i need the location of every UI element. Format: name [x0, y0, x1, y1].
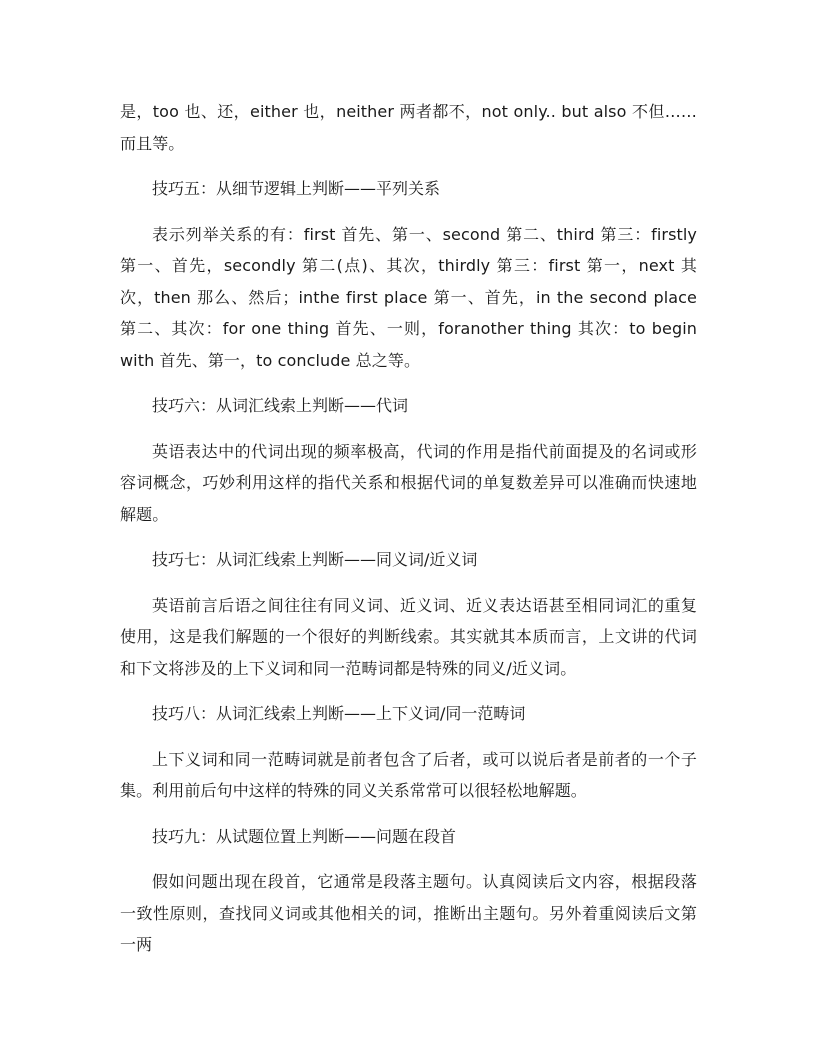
heading-tip-9: 技巧九：从试题位置上判断——问题在段首 — [152, 826, 457, 846]
paragraph-tip-7: 英语前言后语之间往往有同义词、近义词、近义表达语甚至相同词汇的重复使用，这是我们解题的一个很好的判断线索。其实就其本质而言，上文讲的代词和下文将涉及的上下义词和同一范畴词都是特殊的同义/近义词。 — [120, 595, 697, 678]
heading-tip-7: 技巧七：从词汇线索上判断——同义词/近义词 — [152, 550, 478, 569]
paragraph-continuation: 是，too 也、还，either 也，neither 两者都不，not only.. but also 不但……而且等。 — [120, 102, 697, 153]
heading-tip-8: 技巧八：从词汇线索上判断——上下义词/同一范畴词 — [152, 704, 526, 723]
heading-tip-5: 技巧五：从细节逻辑上判断——平列关系 — [152, 179, 441, 198]
heading-tip-6: 技巧六：从词汇线索上判断——代词 — [152, 396, 409, 415]
paragraph-tip-5: 表示列举关系的有：first 首先、第一、second 第二、third 第三：firstly 第一、首先，secondly 第二(点)、其次，thirdly 第三：first 第一，next 其次，then 那么、然后；inthe first place 第一、首先，in the second place 第二、其次：for one thing 首先、一则，foranother thing 其次：to begin with 首先、第一，to conclude 总之等。 — [120, 224, 697, 370]
paragraph-tip-6: 英语表达中的代词出现的频率极高，代词的作用是指代前面提及的名词或形容词概念，巧妙利用这样的指代关系和根据代词的单复数差异可以准确而快速地解题。 — [120, 441, 697, 524]
paragraph-tip-9: 假如问题出现在段首，它通常是段落主题句。认真阅读后文内容，根据段落一致性原则，查找同义词或其他相关的词，推断出主题句。另外着重阅读后文第一两 — [120, 872, 697, 954]
document-page — [120, 96, 697, 975]
paragraph-tip-8: 上下义词和同一范畴词就是前者包含了后者，或可以说后者是前者的一个子集。利用前后句中这样的特殊的同义关系常常可以很轻松地解题。 — [120, 749, 697, 800]
